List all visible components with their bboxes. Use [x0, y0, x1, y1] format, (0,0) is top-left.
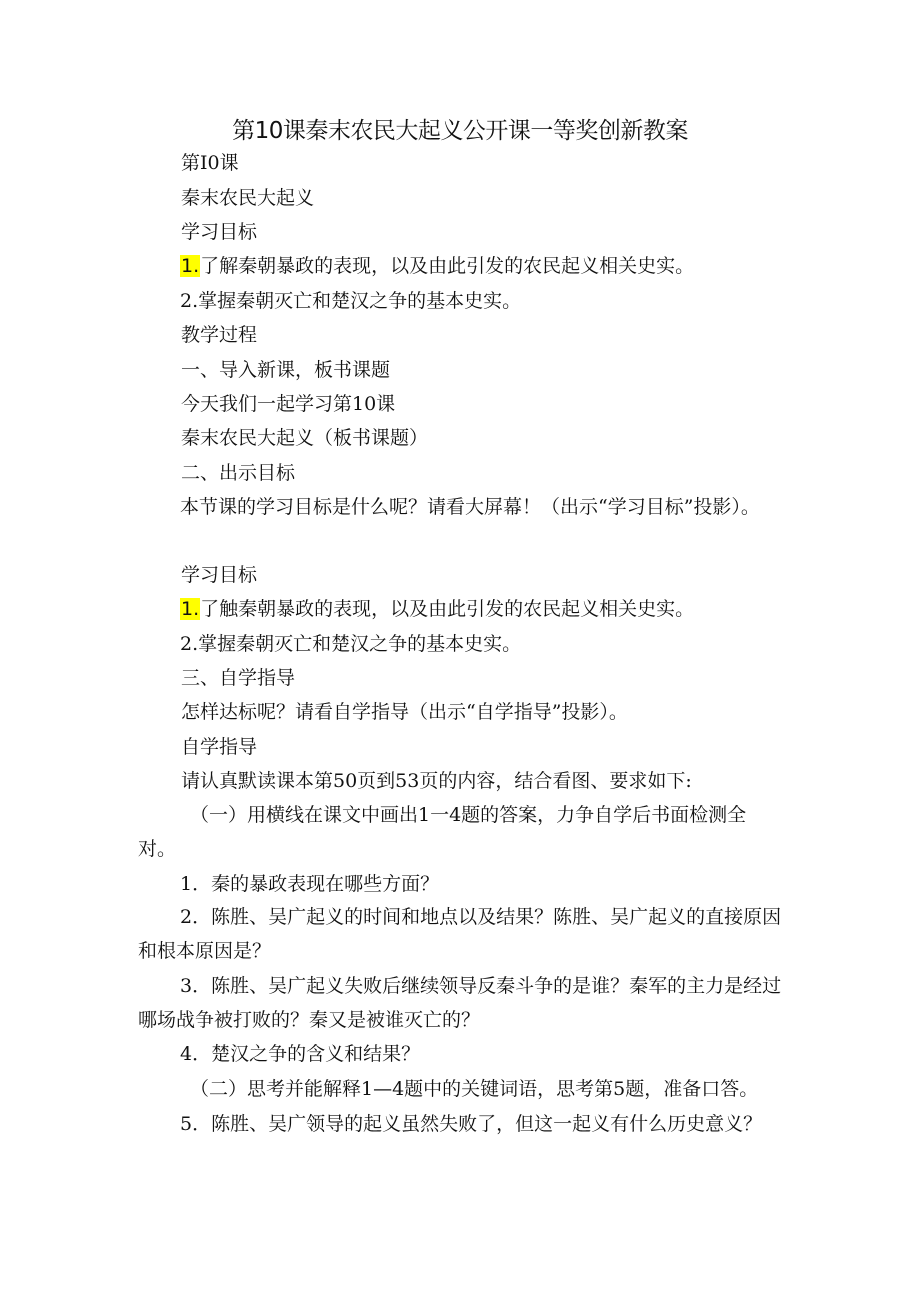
- lesson-number: 第I0课: [181, 152, 239, 174]
- step-3-text: 怎样达标呢？请看自学指导（出示“自学指导”投影）。: [181, 701, 628, 723]
- guide-heading: 自学指导: [181, 736, 258, 758]
- guide-part-2: （二）思考并能解释1—4题中的关键词语，思考第5题，准备口答。: [190, 1078, 759, 1100]
- goal-1-text: 了解秦朝暴政的表现，以及由此引发的农民起义相关史实。: [200, 255, 695, 277]
- goal-2b: 2.掌握秦朝灭亡和楚汉之争的基本史实。: [180, 633, 522, 655]
- goal-1b-text: 了触秦朝暴政的表现，以及由此引发的农民起义相关史实。: [200, 598, 695, 620]
- step-2-text: 本节课的学习目标是什么呢？请看大屏幕！（出示“学习目标”投影）。: [180, 496, 760, 518]
- goal-1: [180, 253, 694, 279]
- guide-intro: 请认真默读课本第50页到53页的内容，结合看图、要求如下:: [181, 770, 692, 792]
- step-1-title: 秦末农民大起义（板书课题）: [181, 427, 429, 449]
- lesson-name: 秦末农民大起义: [181, 187, 315, 209]
- document-title: 第10课秦末农民大起义公开课一等奖创新教案: [232, 118, 688, 144]
- goal-1-number: 1.: [181, 255, 200, 277]
- question-1: 1．秦的暴政表现在哪些方面？: [180, 873, 440, 895]
- question-5: 5．陈胜、吴广领导的起义虽然失败了，但这一起义有什么历史意义？: [180, 1113, 763, 1135]
- goals-heading-2: 学习目标: [181, 564, 258, 586]
- step-1-heading: 一、导入新课，板书课题: [181, 359, 391, 381]
- step-2-heading: 二、出示目标: [181, 462, 296, 484]
- question-4: 4．楚汉之争的含义和结果？: [180, 1043, 421, 1065]
- goals-heading: 学习目标: [181, 221, 258, 243]
- goal-2: 2.掌握秦朝灭亡和楚汉之争的基本史实。: [180, 290, 522, 312]
- step-3-heading: 三、自学指导: [181, 667, 296, 689]
- goal-1b: [180, 596, 694, 622]
- question-2: 2．陈胜、吴广起义的时间和地点以及结果？陈胜、吴广起义的直接原因和根本原因是？: [138, 906, 782, 962]
- step-1-text: 今天我们一起学习第10课: [181, 393, 396, 415]
- question-3: 3．陈胜、吴广起义失败后继续领导反秦斗争的是谁？秦军的主力是经过哪场战争被打败的？秦又是被谁灭亡的？: [138, 975, 782, 1031]
- goal-1b-number: 1.: [181, 598, 200, 620]
- guide-part-1: （一）用横线在课文中画出1一4题的答案，力争自学后书面检测全对。: [138, 804, 747, 860]
- process-heading: 教学过程: [181, 324, 258, 346]
